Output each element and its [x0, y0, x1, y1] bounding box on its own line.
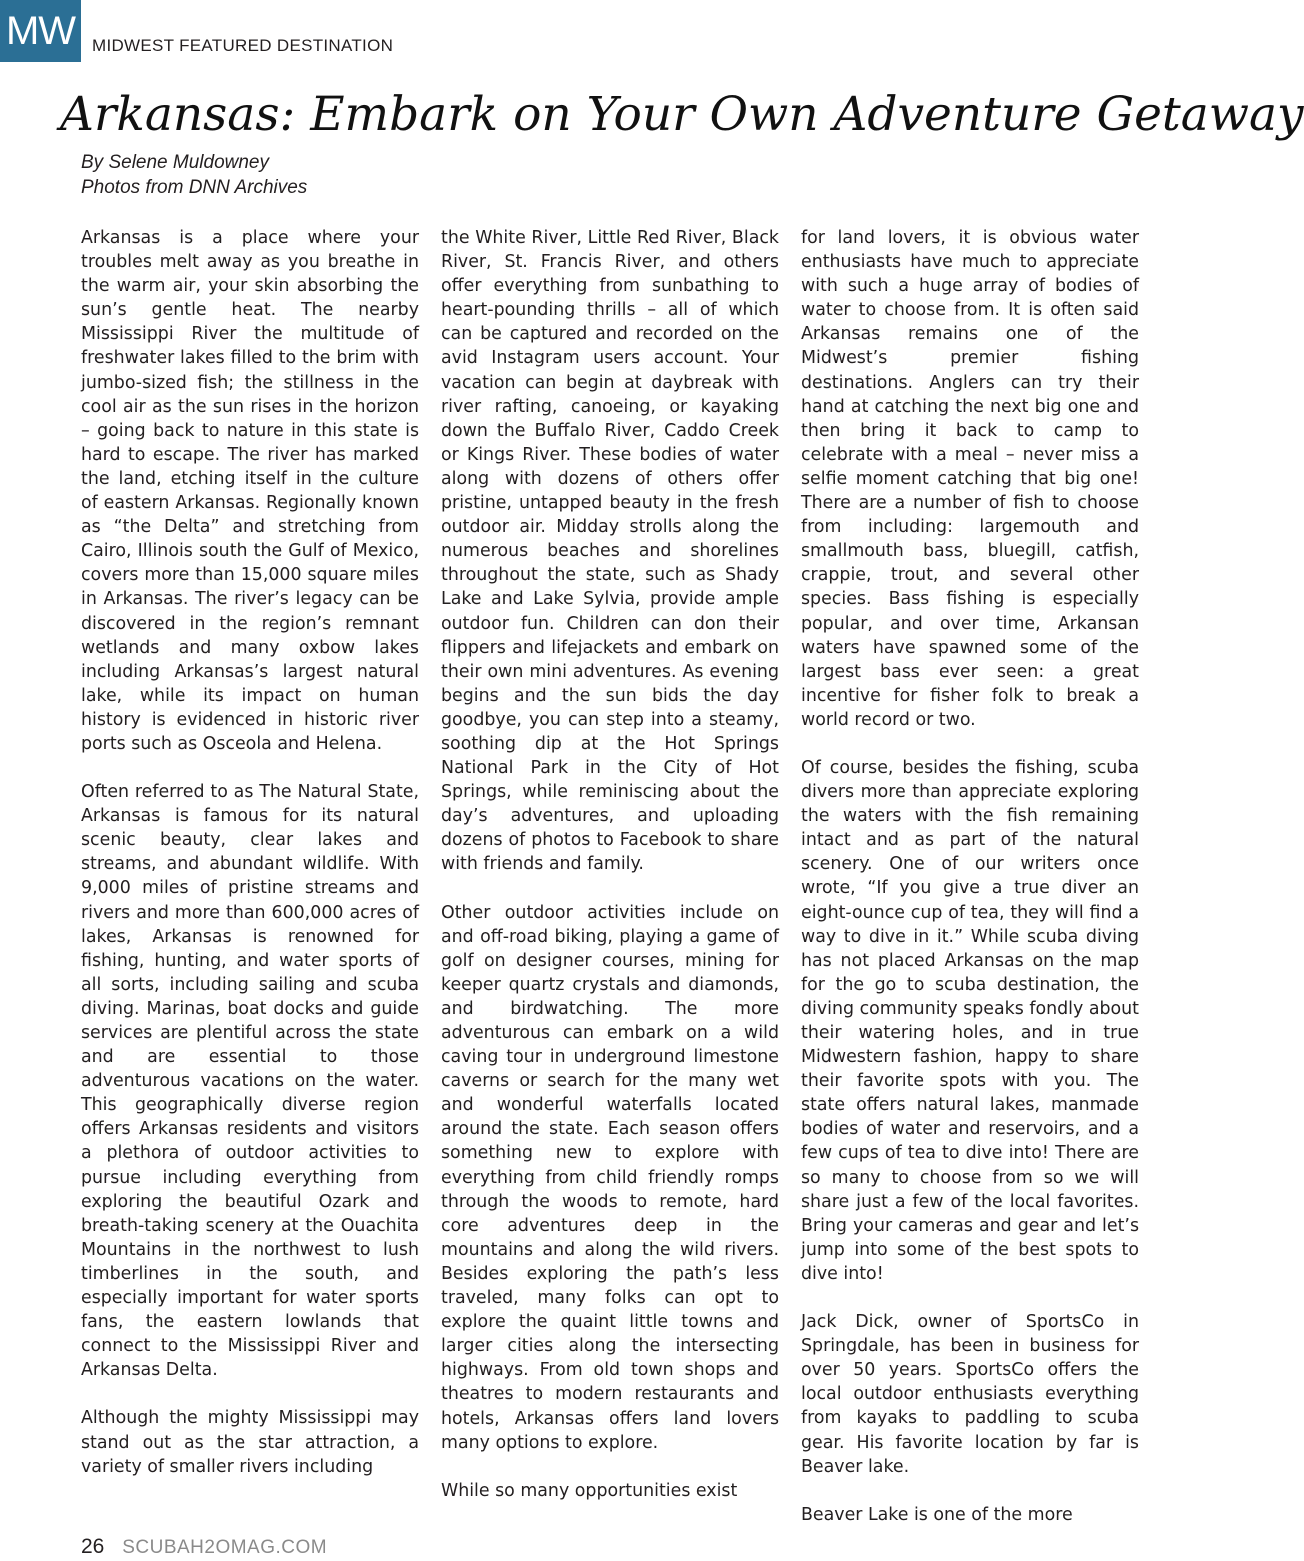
- byline: [81, 150, 307, 200]
- site-link[interactable]: SCUBAH2OMAG.COM: [122, 1537, 328, 1558]
- article-column-1: [81, 226, 419, 1501]
- paragraph: Often referred to as The Natural State, Arkansas is famous for its natural scenic beauty, clear lakes and streams, and abundant wildlife. With 9,000 miles of pristine streams and rivers and more than 600,000 acres of lakes, Arkansas is renowned for fishing, hunting, and water sports of all sorts, including sailing and scuba diving. Marinas, boat docks and guide services are plentiful across the state and are essential to those adventurous vacations on the water. This geographically diverse region offers Arkansas residents and visitors a plethora of outdoor activities to pursue including everything from exploring the beautiful Ozark and breath-taking scenery at the Ouachita Mountains in the northwest to lush timberlines in the south, and especially important for water sports fans, the eastern lowlands that connect to the Mississippi River and Arkansas Delta.: [81, 782, 419, 1381]
- article-column-2: [441, 226, 779, 1501]
- paragraph: Of course, besides the fishing, scuba divers more than appreciate exploring the waters with the fish remaining intact and as part of the natural scenery. One of our writers once wrote, “If you give a true diver an eight-ounce cup of tea, they will find a way to dive in it.” While scuba diving has not placed Arkansas on the map for the go to scuba destination, the diving community speaks fondly about their watering holes, and in true Midwestern fashion, happy to share their favorite spots with you. The state offers natural lakes, manmade bodies of water and reservoirs, and a few cups of tea to dive into! There are so many to choose from so we will share just a few of the local favorites. Bring your cameras and gear and let’s jump into some of the best spots to dive into!: [801, 757, 1139, 1284]
- paragraph: Beaver Lake is one of the more: [801, 1504, 1073, 1525]
- paragraph: Jack Dick, owner of SportsCo in Springdale, has been in business for over 50 years. SportsCo offers the local outdoor enthusiasts everything from kayaks to paddling to scuba gear. His favorite location by far is Beaver lake.: [801, 1312, 1139, 1477]
- paragraph: Although the mighty Mississippi may stand out as the star attraction, a variety of smaller rivers including: [81, 1408, 419, 1477]
- author-credit: By Selene Muldowney: [81, 152, 269, 173]
- section-badge: MW: [0, 0, 81, 62]
- section-label: MIDWEST FEATURED DESTINATION: [92, 36, 394, 55]
- article-column-3: [801, 226, 1139, 1525]
- paragraph: Other outdoor activities include on and off-road biking, playing a game of golf on designer courses, mining for keeper quartz crystals and diamonds, and birdwatching. The more adventurous can embark on a wild caving tour in underground limestone caverns or search for the many wet and wonderful waterfalls located around the state. Each season offers something new to explore with everything from child friendly romps through the woods to remote, hard core adventures deep in the mountains and along the wild rivers. Besides exploring the path’s less traveled, many folks can opt to explore the quaint little towns and larger cities along the intersecting highways. From old town shops and theatres to modern restaurants and hotels, Arkansas offers land lovers many options to explore.: [441, 902, 779, 1453]
- paragraph: While so many opportunities exist: [441, 1480, 738, 1501]
- paragraph: Arkansas is a place where your troubles melt away as you breathe in the warm air, your skin absorbing the sun’s gentle heat. The nearby Mississippi River the multitude of freshwater lakes filled to the brim with jumbo-sized fish; the stillness in the cool air as the sun rises in the horizon – going back to nature in this state is hard to escape. The river has marked the land, etching itself in the culture of eastern Arkansas. Regionally known as “the Delta” and stretching from Cairo, Illinois south the Gulf of Mexico, covers more than 15,000 square miles in Arkansas. The river’s legacy can be discovered in the region’s remnant wetlands and many oxbow lakes including Arkansas’s largest natural lake, while its impact on human history is evidenced in historic river ports such as Osceola and Helena.: [81, 228, 419, 754]
- paragraph: for land lovers, it is obvious water enthusiasts have much to appreciate with such a huge array of bodies of water to choose from. It is often said Arkansas remains one of the Midwest’s premier fishing destinations. Anglers can try their hand at catching the next big one and then bring it back to camp to celebrate with a meal – never miss a selfie moment catching that big one! There are a number of fish to choose from including: largemouth and smallmouth bass, bluegill, catfish, crappie, trout, and several other species. Bass fishing is especially popular, and over time, Arkansan waters have spawned some of the largest bass ever seen: a great incentive for fisher folk to break a world record or two.: [801, 228, 1139, 730]
- article-title: Arkansas: Embark on Your Own Adventure Getaway: [60, 87, 1304, 142]
- page-number: 26: [81, 1535, 105, 1558]
- photo-credit: Photos from DNN Archives: [81, 177, 308, 198]
- paragraph: the White River, Little Red River, Black River, St. Francis River, and others offer everything from sunbathing to heart-pounding thrills – all of which can be captured and recorded on the avid Instagram users account. Your vacation can begin at daybreak with river rafting, canoeing, or kayaking down the Buffalo River, Caddo Creek or Kings River. These bodies of water along with dozens of others offer pristine, untapped beauty in the fresh outdoor air. Midday strolls along the numerous beaches and shorelines throughout the state, such as Shady Lake and Lake Sylvia, provide ample outdoor fun. Children can don their flippers and lifejackets and embark on their own mini adventures. As evening begins and the sun bids the day goodbye, you can step into a steamy, soothing dip at the Hot Springs National Park in the City of Hot Springs, while reminiscing about the day’s adventures, and uploading dozens of photos to Facebook to share with friends and family.: [441, 228, 779, 875]
- page-footer: [81, 1534, 327, 1561]
